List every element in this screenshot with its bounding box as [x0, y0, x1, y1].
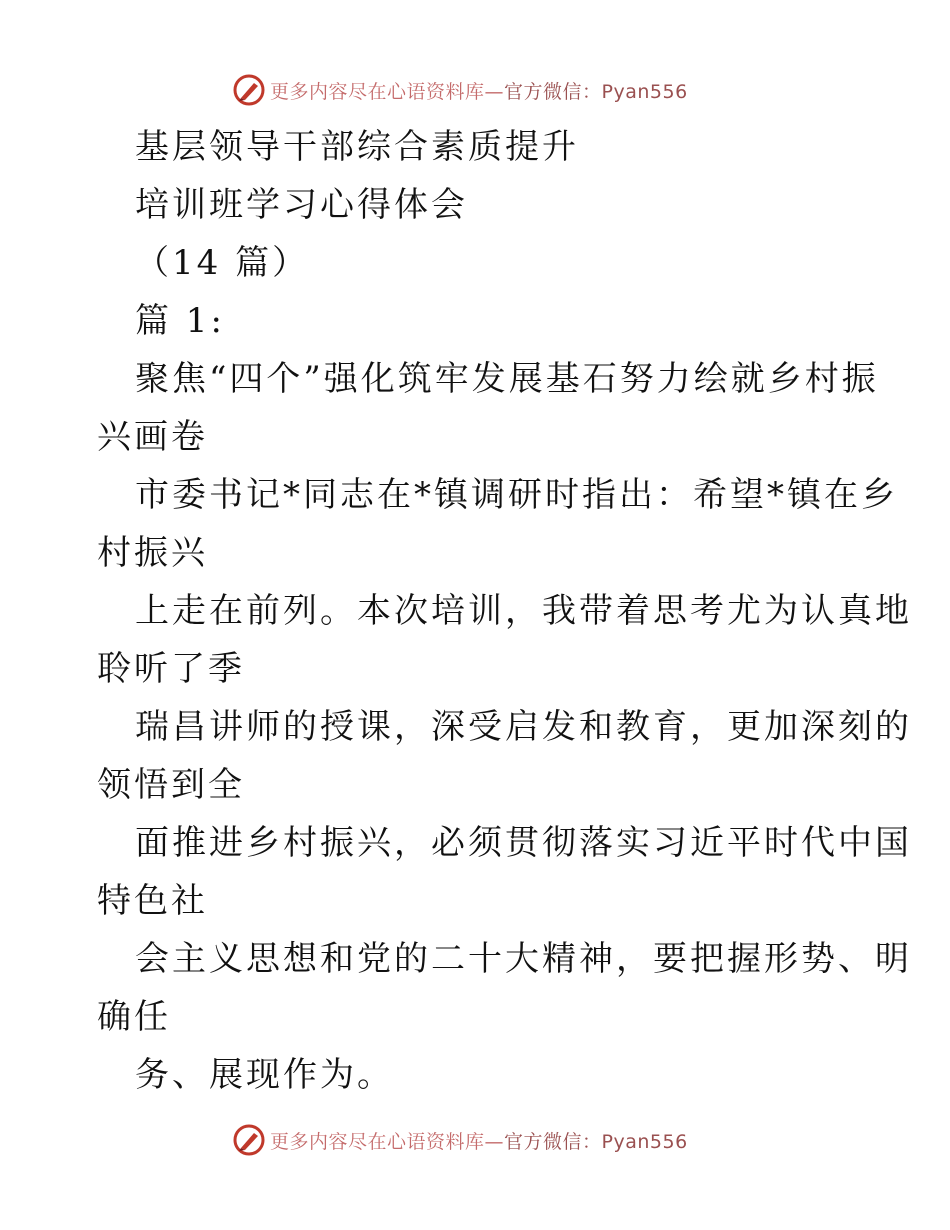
header-banner — [232, 70, 732, 110]
paragraph-line: 聆听了季 — [97, 649, 245, 689]
paragraph-line: 市委书记*同志在*镇调研时指出：希望*镇在乡 — [135, 475, 898, 515]
paragraph-line: 瑞昌讲师的授课，深受启发和教育，更加深刻的 — [135, 707, 912, 747]
paragraph-line: 确任 — [97, 997, 171, 1037]
banner-wechat-text: 官方微信：Pyan556 — [504, 1130, 688, 1153]
paragraph-line: 会主义思想和党的二十大精神，要把握形势、明 — [135, 939, 912, 979]
pen-circle-logo-icon — [232, 73, 266, 107]
paragraph-line: 村振兴 — [97, 533, 208, 573]
paragraph-line: 特色社 — [97, 881, 208, 921]
paragraph-line: 聚焦“四个”强化筑牢发展基石努力绘就乡村振 — [135, 359, 879, 399]
footer-banner — [232, 1120, 732, 1160]
banner-text — [270, 1127, 688, 1154]
paragraph-line: 领悟到全 — [97, 765, 245, 805]
paragraph-line: 务、展现作为。 — [135, 1055, 394, 1095]
pen-circle-logo-icon — [232, 1123, 266, 1157]
banner-main-text: 更多内容尽在心语资料库— — [270, 80, 505, 103]
paragraph-line: 兴画卷 — [97, 417, 208, 457]
banner-wechat-text: 官方微信：Pyan556 — [504, 80, 688, 103]
doc-title-line-1: 基层领导干部综合素质提升 — [135, 127, 579, 167]
doc-title-line-2: 培训班学习心得体会 — [135, 185, 468, 225]
paragraph-line: 面推进乡村振兴，必须贯彻落实习近平时代中国 — [135, 823, 912, 863]
section-heading: 篇 1: — [135, 301, 225, 341]
doc-subtitle-count: （14 篇） — [135, 243, 310, 283]
banner-main-text: 更多内容尽在心语资料库— — [270, 1130, 505, 1153]
banner-text — [270, 77, 688, 104]
paragraph-line: 上走在前列。本次培训，我带着思考尤为认真地 — [135, 591, 912, 631]
